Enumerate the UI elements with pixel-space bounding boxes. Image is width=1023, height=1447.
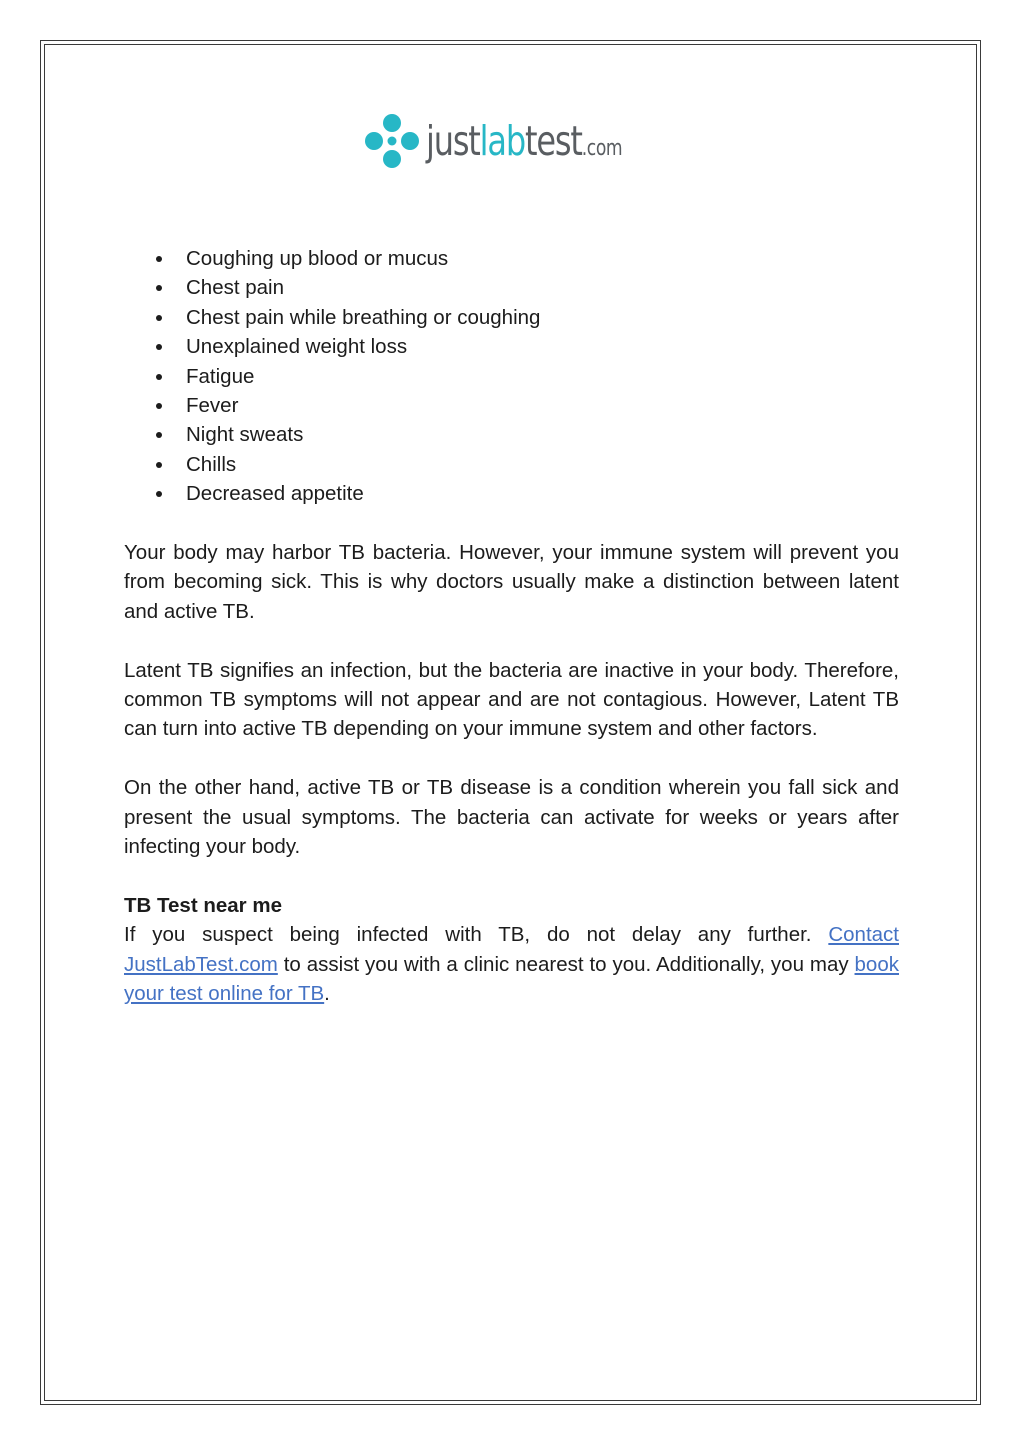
cta-text-3: . — [324, 982, 330, 1006]
list-item — [124, 273, 899, 302]
bullet-icon — [156, 315, 162, 321]
list-item-text: Fever — [186, 394, 239, 418]
paragraph-active-tb: On the other hand, active TB or TB disease is a condition wherein you fall sick and present the usual symptoms. The bacteria can activate for weeks or years after infecting your body. — [124, 776, 899, 859]
bullet-icon — [156, 374, 162, 380]
bullet-icon — [156, 285, 162, 291]
symptom-list — [124, 244, 899, 509]
four-dot-cross-icon — [364, 113, 420, 169]
list-item-text: Fatigue — [186, 364, 255, 388]
list-item-text: Coughing up blood or mucus — [186, 247, 449, 270]
cta-text-1: If you suspect being infected with TB, do not delay any further. — [124, 923, 829, 947]
list-item — [124, 362, 899, 391]
brand-lab: lab — [479, 116, 525, 165]
list-item-text: Unexplained weight loss — [186, 335, 408, 359]
section-heading: TB Test near me — [124, 893, 282, 917]
bullet-icon — [156, 344, 162, 350]
brand-com: .com — [581, 135, 623, 161]
list-item — [124, 391, 899, 420]
bullet-icon — [156, 432, 162, 438]
list-item — [124, 420, 899, 449]
list-item-text: Night sweats — [186, 423, 304, 447]
list-item — [124, 450, 899, 479]
list-item — [124, 332, 899, 361]
list-item-text: Chest pain while breathing or coughing — [186, 305, 541, 329]
list-item-text: Chest pain — [186, 276, 285, 300]
brand-test: test — [524, 116, 582, 165]
bullet-icon — [156, 256, 162, 262]
bullet-icon — [156, 491, 162, 497]
brand-wordmark — [426, 116, 623, 165]
contact-link[interactable]: Contact JustLabTest.com — [124, 923, 899, 976]
document-body — [124, 244, 899, 1009]
paragraph-body-bacteria: Your body may harbor TB bacteria. However, your immune system will prevent you from becoming sick. This is why doctors usually make a distinction between latent and active TB. — [124, 541, 899, 623]
brand-logo — [364, 110, 654, 172]
list-item — [124, 244, 899, 273]
cta-text-2: to assist you with a clinic nearest to you. Additionally, you may — [277, 952, 855, 976]
bullet-icon — [156, 462, 162, 468]
list-item — [124, 303, 899, 332]
list-item — [124, 479, 899, 508]
bullet-icon — [156, 403, 162, 409]
paragraph-latent-tb: Latent TB signifies an infection, but the bacteria are inactive in your body. Therefore, common TB symptoms will not appear and are not contagious. However, Latent TB can turn into active TB depending on your immune system and other factors. — [124, 658, 899, 741]
paragraph-tb-test — [124, 920, 899, 1008]
brand-just: just — [426, 116, 480, 165]
list-item-text: Chills — [186, 452, 237, 476]
book-test-link[interactable]: book your test online for TB — [124, 952, 899, 1006]
list-item-text: Decreased appetite — [186, 482, 364, 506]
